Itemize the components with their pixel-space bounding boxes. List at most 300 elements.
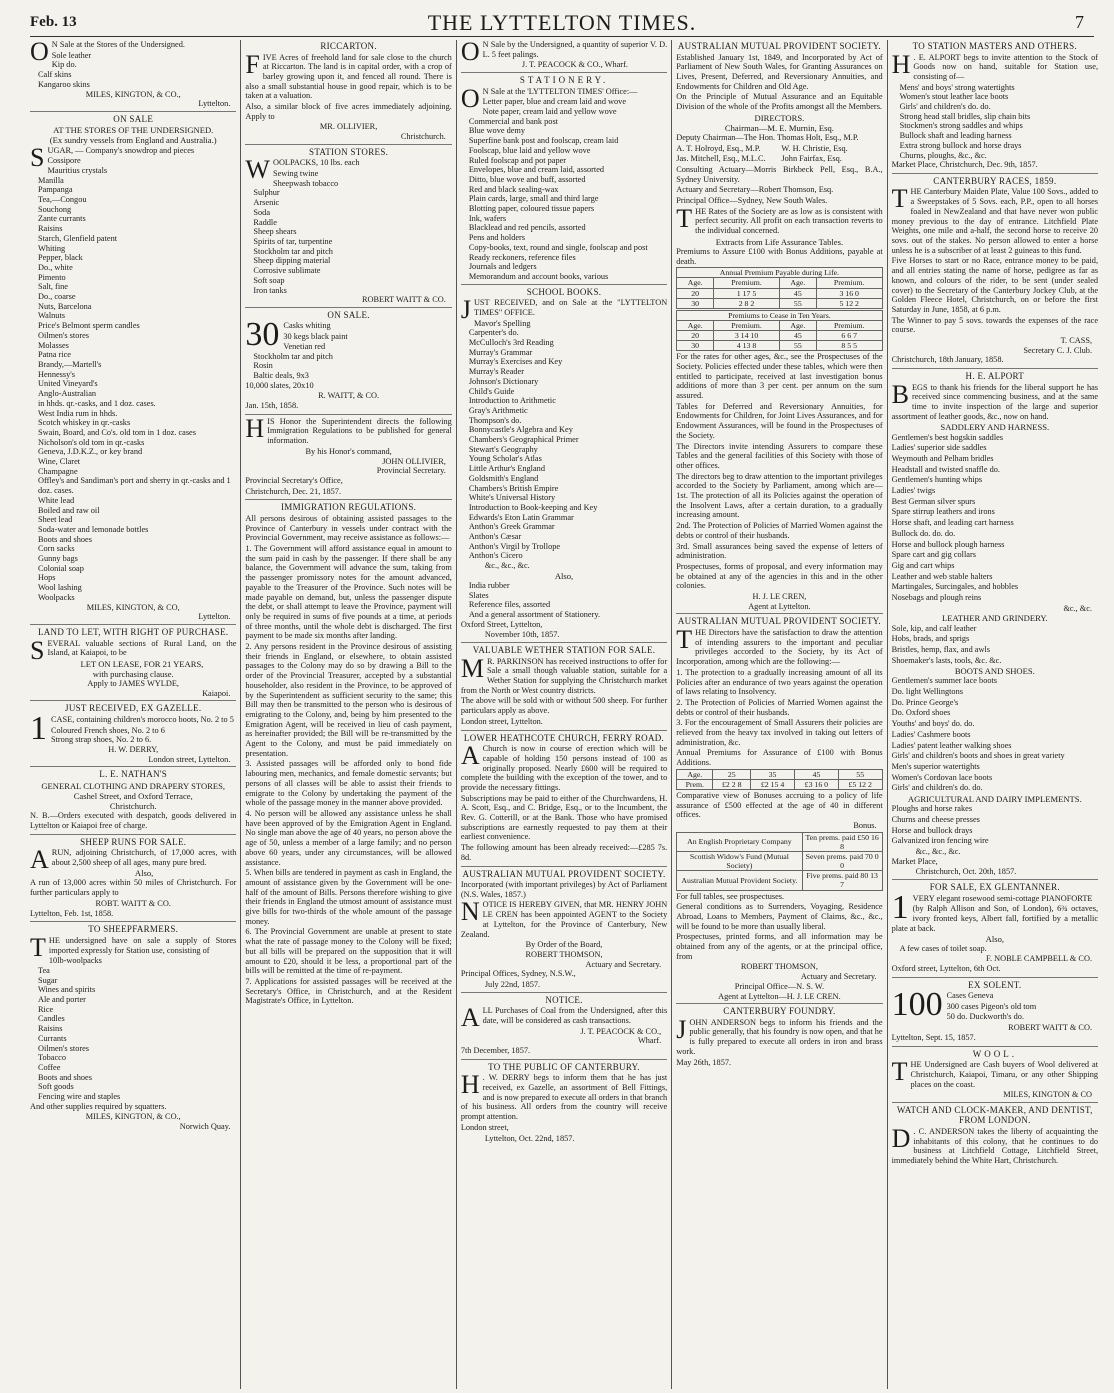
ad-line: A few cases of toilet soap.: [899, 944, 987, 954]
ad-station-masters: [892, 41, 1098, 174]
section-heading: LEATHER AND GRINDERY.: [942, 613, 1048, 624]
list-item: Gentlemen's hunting whips: [891, 475, 983, 485]
list-item: 3. Assisted passages will be afforded only to bond fide labouring men, mechanics, and female domestic servants; but persons of all classes will be able to assist their friends to emigrate to the Colony by undertaking the payment of the whole of the passage money in the manner above provided.: [245, 759, 452, 808]
list-item: Girls' and children's do. do.: [899, 102, 991, 112]
list-item: Commercial and bank post: [468, 116, 558, 126]
table-cell: Prem.: [677, 779, 713, 789]
ad-date: Christchurch, 18th January, 1858.: [891, 355, 1004, 365]
list-item: Raisins: [38, 1024, 63, 1034]
drop-cap: O: [460, 83, 480, 113]
list-item: Chambers's British Empire: [468, 483, 559, 493]
list-item: Salt, fine: [38, 282, 68, 292]
big-numeral: 1: [30, 709, 47, 747]
signature: ROBERT WAITT & CO.: [1008, 1023, 1093, 1033]
drop-cap: S: [30, 142, 45, 172]
ad-heading: WOOL.: [972, 1048, 1017, 1059]
bonus-premium-table: [676, 769, 882, 790]
ad-heading: AUSTRALIAN MUTUAL PROVIDENT SOCIETY.: [462, 868, 666, 879]
table-cell: 45: [794, 769, 838, 779]
list-item: Sheepwash tobacco: [272, 178, 339, 188]
list-item: Corn sacks: [38, 544, 75, 554]
ad-watchmaker-dentist: [892, 1105, 1098, 1169]
list-item: Stewart's Geography: [468, 444, 538, 454]
list-item: Zante currants: [38, 214, 86, 224]
list-item: 4. No person will be allowed any assistance unless he shall have been approved of by the Emigration Agent in England. No single man above the age of 40 years, no person above the age of 50, unless a member of a large family; and no person above 60 years, under any circumstances, will be allowed assistance.: [245, 808, 452, 867]
list-item: Soft soap: [253, 275, 285, 285]
table-cell: 55: [779, 341, 816, 351]
ad-intro: OOLPACKS, 10 lbs. each: [272, 158, 360, 168]
list-item: Slates: [468, 590, 489, 600]
ad-heading: EX SOLENT.: [968, 979, 1022, 990]
list-item: For the rates for other ages, &c., see the Prospectuses of the Society. Policies effected under these tables, which were then entitled to participate, received at last investigation bonus additions of more than 3 per cent. per annum on the sum assured.: [676, 352, 883, 400]
list-item: Manilla: [38, 175, 64, 185]
ad-riccarton: [245, 41, 451, 145]
ad-ex-solent: [892, 980, 1098, 1047]
ad-body-3: HE Rates of the Society are as low as is consistent with perfect security. All profit on each transaction reverts to the individual concerned.: [695, 206, 883, 236]
ad-station-stores: [245, 147, 451, 308]
ad-body: EGS to thank his friends for the liberal support he has received since commencing business, and at the same time to invite inspection of the large and superior assortment of leather goods, &c., now on hand.: [891, 382, 1099, 421]
ad-heading: WATCH AND CLOCK-MAKER, AND DENTIST, FROM LONDON.: [896, 1104, 1093, 1126]
list-item: 1. The protection to a gradually increasing amount of all its Policies after an endurance of two years against the operation of laws relating to Insolvency.: [676, 667, 883, 697]
grindery-list: [892, 624, 1098, 666]
drop-cap: H: [460, 1070, 480, 1100]
list-item: Do. Prince George's: [891, 697, 959, 707]
regulation-paragraphs: [245, 514, 451, 1006]
list-item: Corrosive sublimate: [253, 266, 321, 276]
ad-heading: TO STATION MASTERS AND OTHERS.: [912, 41, 1078, 51]
list-item: Raisins: [38, 224, 63, 234]
list-item: Girls' and children's boots and shoes in great variety: [891, 751, 1065, 761]
list-item: Bullock do. do. do.: [891, 528, 956, 538]
list-item: Sole, kip, and calf leather: [891, 623, 977, 633]
signature: T. CASS,: [1060, 336, 1093, 346]
list-item: Churns and cheese presses: [891, 814, 980, 824]
etc-line: &c., &c.: [1063, 603, 1093, 613]
ad-bold-line: LET ON LEASE, FOR 21 YEARS,: [80, 658, 204, 669]
list-item: Men's superior watertights: [891, 761, 980, 771]
list-item: Gentlemen's summer lace boots: [891, 676, 998, 686]
ad-heading: L. E. NATHAN'S: [99, 769, 168, 780]
big-numeral: 100: [891, 986, 943, 1024]
signature: MILES, KINGTON & CO: [1003, 1090, 1093, 1100]
table-cell: £2 15 4: [751, 779, 795, 789]
table-cell: Ten prems. paid £50 16 8: [802, 832, 882, 851]
list-item: Blue wove demy: [468, 126, 526, 136]
signature-title: Actuary and Secretary.: [800, 972, 877, 982]
drop-cap: T: [676, 203, 693, 233]
ten-year-premium-table: [676, 310, 882, 351]
office-line: Provincial Secretary's Office,: [245, 475, 343, 485]
ad-note: N. B.—Orders executed with despatch, goods delivered in Lyttelton or Kaiapoi free of charge.: [30, 811, 237, 830]
ad-heading: VALUABLE WETHER STATION FOR SALE.: [472, 645, 656, 656]
list-item: Ladies' twigs: [891, 486, 936, 496]
drop-cap: A: [460, 1003, 480, 1033]
table-cell: Age.: [677, 769, 713, 779]
ad-body: N Sale by the Undersigned, a quantity of superior V. D. L. 5 feet palings.: [482, 40, 668, 59]
list-item: Plain cards, large, small and third large: [468, 194, 599, 204]
society-paragraphs: [676, 352, 882, 591]
directors-label: DIRECTORS.: [754, 112, 805, 123]
ad-body: . W. DERRY begs to inform them that he has just received, ex Gazelle, an assortment of Bell Fittings, and is now prepared to execute all orders in that branch of his business. All orders from the country will receive prompt attention.: [460, 1073, 668, 1122]
list-item: Pampanga: [38, 185, 73, 195]
table-cell: Premium.: [816, 278, 882, 288]
ad-date: Lyttelton, Sept. 15, 1857.: [891, 1032, 976, 1042]
item-list: [245, 169, 451, 295]
item-list: [30, 51, 236, 90]
signature-title: Provincial Secretary.: [376, 466, 446, 476]
premiums-line: Premiums to Assure £100 with Bonus Additions, payable at death.: [676, 246, 883, 266]
etc-line: &c., &c., &c.: [915, 846, 961, 856]
list-item: Women's stout leather lace boots: [899, 92, 1009, 102]
implements-list: [892, 804, 1098, 846]
list-item: Soda: [253, 207, 271, 217]
table-cell: 45: [779, 288, 816, 298]
list-item: 3. For the encouragement of Small Assurers their policies are relieved from the heavy tax involved in taking out letters of administration, &c.: [676, 718, 883, 747]
table-cell: 1 17 5: [714, 288, 780, 298]
table-cell: 55: [779, 298, 816, 308]
ad-body: Established January 1st, 1849, and Incorporated by Act of Parliament of New South Wales, for Granting Assurances on Lives, Present, Deferred, and Reversionary Annuities, and Endowments for Children and Old Age.: [676, 52, 883, 91]
list-item: Copy-books, text, round and single, foolscap and post: [468, 242, 648, 252]
list-item: The Directors invite intending Assurers to compare these Tables and the general facilities of this Society with those of other offices.: [676, 441, 883, 470]
table-cell: £2 2 8: [713, 779, 751, 789]
list-item: 1. The Government will afford assistance equal in amount to the sum paid in cash by the passenger. If there shall be any balance, the Government will advance the sum, taking from the passenger promissory notes for the amount advanced, payable to the Treasurer of the Province. Such notes will be made payable on demand, but, unless the passenger dispute the debt, or shall attempt to leave the Province, payment will only be required in sums of five pounds at a time, at periods of three months, until the whole debt is discharged. The first payment to be made six months after landing.: [245, 544, 452, 641]
book-list: [461, 319, 667, 562]
list-item: Pepper, black: [38, 253, 83, 263]
apply-line: Apply to JAMES WYLDE,: [87, 679, 179, 688]
ad-heading: TO THE PUBLIC OF CANTERBURY.: [488, 1061, 640, 1072]
ad-land-to-let: [30, 627, 236, 701]
list-item: United Vineyard's: [38, 379, 98, 389]
ad-note: (Ex sundry vessels from England and Australia.): [49, 135, 217, 146]
ad-leather-sale: [30, 40, 236, 112]
ad-intro: Cases Geneva: [946, 991, 994, 1001]
signature-place: Christchurch.: [400, 132, 446, 142]
ad-amp-society: [676, 41, 882, 614]
ad-subheading: AT THE STORES OF THE UNDERSIGNED.: [53, 125, 214, 136]
table-cell: 25: [713, 769, 751, 779]
ad-date: May 26th, 1857.: [676, 1057, 732, 1067]
list-item: Anthon's Greek Grammar: [468, 522, 555, 532]
list-item: Calf skins: [38, 70, 72, 80]
drop-cap: F: [245, 49, 260, 79]
table-cell: 45: [779, 330, 816, 340]
address-line: London street, Lyttelton.: [460, 716, 543, 726]
ad-date: Lyttelton, Feb. 1st, 1858.: [30, 908, 114, 918]
list-item: Blacklead and red pencils, assorted: [468, 223, 586, 233]
signature: MILES, KINGTON, & CO,: [86, 602, 180, 612]
list-item: Oilmen's stores: [38, 1043, 90, 1053]
conditions-paragraphs: [676, 892, 882, 962]
item-list: [461, 97, 667, 281]
table-cell: 30: [677, 298, 714, 308]
signature-place: Norwich Quay.: [179, 1122, 231, 1132]
list-item: Soda-water and lemonade bottles: [38, 524, 149, 534]
ad-subheading: GENERAL CLOTHING AND DRAPERY STORES,: [41, 780, 226, 791]
ad-date: Jan. 15th, 1858.: [245, 401, 299, 411]
list-item: Gig and cart whips: [891, 560, 955, 570]
list-item: Strong strap shoes, No. 2 to 6.: [51, 735, 152, 745]
list-item: Wines and spirits: [38, 985, 96, 995]
ad-amp-agent-notice: [461, 869, 667, 993]
also-label: Also,: [134, 868, 154, 879]
drop-cap: T: [891, 184, 908, 214]
list-item: Geneva, J.D.K.Z., or key brand: [38, 447, 143, 457]
list-item: Stockholm tar and pitch: [253, 246, 333, 256]
signature-place: London street, Lyttelton.: [148, 754, 231, 764]
table-row: [677, 330, 882, 340]
list-item: Pens and holders: [468, 233, 526, 243]
ad-gazelle-boots: [30, 703, 236, 767]
ad-body: R. PARKINSON has received instructions to offer for Sale a small though valuable station, suitable for a Wether Station for supplying the Christchurch market from the North or West country districts.: [460, 656, 668, 695]
list-item: in hhds. qr.-casks, and 1 doz. cases.: [38, 398, 156, 408]
ad-heading: TO SHEEPFARMERS.: [88, 924, 179, 935]
table-cell: 20: [677, 330, 714, 340]
list-item: Prospectuses, forms of proposal, and every information may be obtained at any of the agencies in this and in the other colonies.: [676, 561, 883, 591]
signature-title: Agent at Lyttelton.: [748, 601, 811, 611]
list-item: Mavor's Spelling: [473, 318, 531, 328]
item-list: [30, 156, 236, 602]
list-item: Hops: [38, 573, 56, 583]
table-title: Annual Premium Payable during Life.: [677, 268, 882, 278]
office-line: Principal Offices, Sydney, N.S.W.,: [460, 969, 576, 979]
table-cell: Australian Mutual Provident Society.: [677, 871, 802, 890]
consulting-actuary: Consulting Actuary—Morris Birkbeck Pell, Esq., B.A., Sydney University.: [676, 164, 883, 184]
ad-line: 10,000 slates, 20x10: [245, 380, 314, 390]
table-row: [677, 871, 882, 890]
list-item: Wool lashing: [38, 583, 82, 593]
list-item: Shoemaker's lasts, tools, &c. &c.: [891, 655, 1002, 665]
list-item: Mauritius crystals: [47, 165, 108, 175]
signature: ROBERT THOMSON,: [740, 962, 818, 972]
list-item: Child's Guide: [468, 386, 515, 396]
ad-body-3: The Winner to pay 5 sovs. towards the expenses of the race course.: [891, 315, 1099, 335]
list-item: Raddle: [253, 217, 277, 227]
drop-cap: H: [245, 413, 265, 443]
issue-date: Feb. 13: [30, 14, 77, 30]
ad-immigration-regulations: [245, 502, 451, 1009]
bonus-comparison-table: [676, 832, 882, 891]
ad-canterbury-races: [892, 176, 1098, 369]
ad-body: HE Undersigned are Cash buyers of Wool delivered at Christchurch, Kaiapoi, Timaru, or any other Shipping places on the coast.: [910, 1060, 1099, 1089]
list-item: 2nd. The Protection of Policies of Married Women against the debts or control of their husbands.: [676, 521, 883, 540]
list-item: 300 cases Pigeon's old tom: [946, 1001, 1037, 1011]
list-item: Nicholson's old tom in qr.-casks: [38, 437, 145, 447]
drop-cap: A: [30, 845, 49, 875]
list-item: Best German silver spurs: [891, 496, 976, 506]
ad-heading: IMMIGRATION REGULATIONS.: [281, 502, 417, 513]
ad-pianoforte: [892, 882, 1098, 977]
column-3: [457, 40, 672, 1389]
list-item: Soft goods: [38, 1082, 74, 1092]
list-item: Gentlemen's best hogskin saddles: [891, 432, 1004, 442]
table-row: [677, 341, 882, 351]
ad-body-2: A run of 13,000 acres within 50 miles of Christchurch. For further particulars apply to: [30, 878, 237, 898]
drop-cap: O: [460, 40, 480, 66]
table-cell: 3 14 10: [714, 330, 780, 340]
address-line: Cashel Street, and Oxford Terrace,: [73, 791, 193, 801]
ad-palings: [461, 40, 667, 73]
life-premium-table: [676, 267, 882, 308]
drop-cap: S: [30, 635, 45, 665]
ad-intro: N Sale at the Stores of the Undersigned.: [51, 40, 185, 49]
drop-cap: A: [460, 741, 480, 771]
drop-cap: J: [676, 1014, 687, 1044]
item-list-2: [461, 581, 667, 610]
list-item: 2. Any persons resident in the Province desirous of assisting their friends in England, or elsewhere, to obtain assisted passages to the Colony may do so by drawing a Bill to the order of the Provincial Treasurer, accepted by a substantial householder, also resident in the Province, to be approved of by the Superintendent as sufficient security to the same; this Bill may then be transmitted to the person who is desirous of emigrating to the Colony, and, being by him presented to the Emigration Agent, will be received in lieu of cash payment, as hereinafter provided; the Bill will be re-transmitted by the Agent to the Colony, and must be paid immediately on presentation.: [245, 642, 452, 758]
list-item: Starch, Glenfield patent: [38, 233, 118, 243]
ad-school-books: [461, 287, 667, 643]
list-item: Horse and bullock drays: [891, 825, 973, 835]
signature-place: Kaiapoi.: [202, 688, 231, 698]
list-item: Arsenic: [253, 198, 280, 208]
list-item: Envelopes, blue and cream laid, assorted: [468, 165, 605, 175]
signature: H. W. DERRY,: [108, 745, 159, 755]
list-item: Ploughs and horse rakes: [891, 804, 973, 814]
address-line: London street,: [460, 1122, 509, 1132]
ad-heading: RICCARTON.: [320, 41, 377, 51]
big-numeral: 1: [891, 888, 909, 926]
signature: ROBERT WAITT & CO.: [361, 295, 446, 305]
ad-date: Market Place, Christchurch, Dec. 9th, 1857.: [891, 160, 1038, 170]
list-item: Walnuts: [38, 311, 65, 321]
ad-heading: JUST RECEIVED, EX GAZELLE.: [65, 703, 202, 714]
chairman-line: Chairman—M. E. Murnin, Esq.: [724, 122, 834, 133]
list-item: Red and black sealing-wax: [468, 184, 559, 194]
list-item: Stockmen's strong saddles and whips: [899, 121, 1023, 131]
signature-place: Wharf.: [637, 1036, 662, 1046]
list-item: Anthon's Cicero: [468, 551, 523, 561]
ad-sheepfarmers: [30, 924, 236, 1134]
table-cell: 4 13 8: [714, 341, 780, 351]
ad-body-3: The following amount has been already received:—£285 7s. 8d.: [460, 843, 668, 862]
address-line: Oxford Street, Lyttelton,: [460, 619, 543, 629]
list-item: Hennessy's: [38, 369, 75, 379]
list-item: Tables for Deferred and Reversionary Annuities, for Endowments for Children, for Joint Lives Assurances, and for Endowment Assurances, will be found in the Prospectuses of the Society.: [676, 401, 883, 440]
signature: F. NOBLE CAMPBELL & CO.: [986, 954, 1093, 964]
signature: MILES, KINGTON, & CO.,: [85, 1112, 181, 1122]
table-cell: £3 16 0: [794, 779, 838, 789]
list-item: Baltic deals, 9x3: [253, 370, 309, 380]
list-item: Offley's and Sandiman's port and sherry in qr.-casks and 1 doz. cases.: [38, 476, 231, 496]
ad-heathcote-church: [461, 733, 667, 867]
bonus-label: Bonus.: [853, 821, 877, 831]
ad-intro: UST RECEIVED, and on Sale at the "LYTTELTON TIMES" OFFICE.: [473, 298, 668, 317]
list-item: Edwards's Eton Latin Grammar: [468, 512, 574, 522]
list-item: Iron tanks: [253, 285, 287, 295]
list-item: Ladies' Cashmere boots: [891, 729, 971, 739]
list-item: Oilmen's stores: [38, 330, 90, 340]
list-item: Woolpacks: [38, 592, 75, 602]
list-item: Women's Cordovan lace boots: [891, 772, 993, 782]
ad-heading: SHEEP RUNS FOR SALE.: [80, 836, 187, 847]
list-item: 6. The Provincial Government are unable at present to state what the rate of passage money to the Colony will be fixed; but all bills will be prepared on the supposition that it will amount to £20, should it be less, a proportional part of the bills will be remitted at the time of re-payment.: [245, 927, 452, 976]
list-item: Bullock shaft and leading harness: [899, 131, 1012, 141]
place-line: Market Place,: [891, 856, 938, 866]
signature-title: Actuary and Secretary.: [585, 959, 662, 969]
list-item: Champagne: [38, 466, 78, 476]
ad-tail: And other supplies required by squatters.: [30, 1101, 167, 1111]
item-list: [30, 956, 236, 1102]
list-item: Kip do.: [51, 60, 77, 70]
ad-heading: CANTERBURY FOUNDRY.: [723, 1006, 836, 1017]
list-item: 30 kegs black paint: [283, 332, 348, 342]
list-item: Tea: [38, 965, 50, 975]
signature: ROBT. WAITT & CO.: [95, 898, 171, 908]
drop-cap: D: [891, 1123, 911, 1153]
list-item: Murray's Exercises and Key: [468, 357, 563, 367]
list-item: 3rd. Small assurances being saved the expense of letters of administration.: [676, 541, 883, 561]
list-item: Little Arthur's England: [468, 464, 545, 474]
list-item: Jas. Mitchell, Esq., M.L.C.: [676, 154, 766, 164]
list-item: White lead: [38, 495, 75, 505]
deputy-line: Deputy Chairman—The Hon. Thomas Holt, Esq., M.P.: [676, 132, 859, 142]
table-cell: 35: [751, 769, 795, 779]
drop-cap: B: [891, 379, 909, 409]
list-item: Blotting paper, coloured tissue papers: [468, 204, 595, 214]
list-item: White's Universal History: [468, 493, 556, 503]
table-cell: An English Proprietary Company: [677, 832, 802, 851]
list-item: Stockholm tar and pitch: [253, 351, 333, 361]
list-item: Souchong: [38, 204, 72, 214]
list-item: Anglo-Australian: [38, 389, 97, 399]
list-item: Young Scholar's Atlas: [468, 454, 542, 464]
list-item: Journals and ledgers: [468, 262, 537, 272]
ad-date: November 10th, 1857.: [484, 630, 560, 640]
drop-cap: T: [676, 624, 693, 654]
list-item: Swain, Board, and Co's. old tom in 1 doz. cases: [38, 427, 196, 437]
table-cell: Age.: [779, 320, 816, 330]
list-item: Ready reckoners, reference files: [468, 252, 576, 262]
ad-heading: LAND TO LET, WITH RIGHT OF PURCHASE.: [37, 626, 229, 637]
signature: MR. OLLIVIER,: [319, 122, 378, 132]
table-cell: Five prems. paid 80 13 7: [802, 871, 882, 890]
signature: JOHN OLLIVIER,: [382, 456, 446, 466]
ad-body-2: with purchasing clause.: [92, 668, 174, 679]
list-item: West India rum in hhds.: [38, 408, 118, 418]
ad-heading: H. E. ALPORT: [965, 371, 1025, 382]
list-item: Currants: [38, 1033, 67, 1043]
ad-body: HE Canterbury Maiden Plate, Value 100 Sovs., added to a Sweepstakes of 5 Sovs. each, P.P., open to all horses foaled in NewZealand and that have never won public money previous to the day of entrance. Litchfield Plate Weights, one mile and a-half, the second horse to receive 20 sovs. out of the stakes. No person allowed to enter a horse unless he is a subscriber of at least 2 guineas to this fund.: [891, 187, 1099, 255]
list-item: Spare stirrup leathers and irons: [891, 507, 995, 517]
list-item: Sheet lead: [38, 515, 73, 525]
ad-subheading: Incorporated (with important privileges) by Act of Parliament (N.S. Wales, 1857.): [460, 880, 668, 899]
list-item: Goldsmith's England: [468, 473, 539, 483]
ad-heading: STATION STORES.: [309, 146, 389, 157]
ad-tail: And a general assortment of Stationery.: [468, 610, 601, 620]
item-list: [892, 83, 1098, 161]
ad-alport-leather: [892, 371, 1098, 880]
ad-body: HE undersigned have on sale a supply of Stores imported expressly for Station use, consisting of: [48, 935, 237, 955]
list-item: Introduction to Arithmetic: [468, 396, 556, 406]
list-item: W. H. Christie, Esq.: [781, 143, 848, 153]
list-item: Bonnycastle's Algebra and Key: [468, 425, 573, 435]
signature-place: Lyttelton.: [198, 99, 231, 109]
ad-intro: VERY elegant rosewood semi-cottage PIANOFORTE: [912, 893, 1093, 903]
table-row: [677, 779, 882, 789]
table-cell: 8 5 5: [816, 341, 882, 351]
table-header-row: [677, 769, 882, 779]
ad-nathan-drapery: [30, 769, 236, 834]
list-item: Cossipore: [47, 156, 81, 166]
ad-body: Church is now in course of erection which will be capable of holding 150 persons instead of 100 as originally proposed. Nearly £600 will be required to complete the building with the exception of the tower, and to provide the necessary fittings.: [460, 744, 668, 792]
table-cell: 55: [838, 769, 882, 779]
ad-body: . E. ALPORT begs to invite attention to the Stock of Goods now on hand, suitable for Station use, consisting of—: [913, 52, 1099, 81]
directors-right: [781, 144, 882, 165]
ad-coal-notice: [461, 995, 667, 1060]
list-item: Memorandum and account books, various: [468, 271, 609, 281]
list-item: Sulphur: [253, 188, 280, 198]
list-item: Ink, wafers: [468, 213, 507, 223]
